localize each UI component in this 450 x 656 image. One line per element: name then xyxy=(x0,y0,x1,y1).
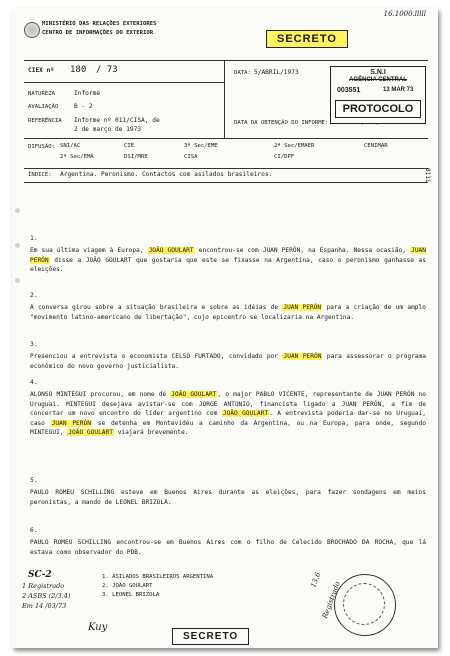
top-right-note: 16.1000.lllll xyxy=(383,10,426,18)
data-label: DATA: xyxy=(234,70,251,76)
paragraph-segment: para a criação de um amplo "movimento latino-americano de libertação", cujo epicentro se localizaria na Argentina. xyxy=(30,304,426,321)
difusao-row1-col3: 3ª Sec/EME xyxy=(184,143,218,149)
paragraph-number: 1. xyxy=(30,234,38,242)
classification-stamp-top: SECRETO xyxy=(266,30,348,48)
handwritten-code: SC-2 xyxy=(28,570,52,580)
paragraph-segment: A conversa girou sobre a situação brasileira e sobre as idéias de xyxy=(30,304,283,311)
paragraph-text xyxy=(30,303,426,322)
ciex-number: 180 xyxy=(70,65,87,75)
highlighted-name: JOÃO GOULART xyxy=(148,247,194,254)
paragraph-segment: disse a JOÃO GOULART que gostaria que este se fixasse na Argentina, caso o peronismo ganhasse as eleições. xyxy=(30,256,426,274)
index-list-item-3: 3. LEONEL BRIZOLA xyxy=(102,592,160,598)
highlighted-name: JUAN PERÓN xyxy=(30,247,427,264)
ciex-year: / 73 xyxy=(96,65,118,75)
difusao-row1-col1: SNI/AC xyxy=(60,143,81,149)
referencia-label: REFERÊNCIA xyxy=(28,118,62,124)
handwritten-initials: Kuy xyxy=(88,622,108,633)
referencia-line2: 2 de março de 1973 xyxy=(74,126,142,133)
indice-label: ÍNDICE: xyxy=(28,172,52,178)
protocol-stamp-line2: AGÊNCIA CENTRAL xyxy=(349,77,407,83)
handwritten-line1: 1 Registrado xyxy=(22,582,65,590)
indice-value: Argentina. Peronismo. Contactos com asilados brasileiros. xyxy=(60,171,273,178)
highlighted-name: JUAN PERÓN xyxy=(283,304,322,311)
paragraph-segment: encontrou-se com JUAN PERÓN, na Espanha. Nessa ocasião, xyxy=(194,247,411,254)
paragraph-text xyxy=(30,390,426,438)
handwritten-line3: Em 14 /03/73 xyxy=(22,602,67,610)
paragraph-segment: PAULO ROMEU SCHILLING esteve em Buenos Aires durante as eleições, para fazer sondagens em meios peronistas, a mando de LEONEL BRIZOLA. xyxy=(30,489,426,506)
ciex-label: CIEX nº xyxy=(28,67,55,74)
paragraph-segment: viajará brevemente. xyxy=(113,429,189,437)
difusao-row2-col1: 2ª Sec/EMA xyxy=(60,154,94,160)
handwritten-right-note2: Registrado xyxy=(320,580,342,620)
paragraph-number: 6. xyxy=(30,526,38,534)
difusao-row1-col5: CENIMAR xyxy=(364,143,388,149)
protocol-stamp-number: 003551 xyxy=(337,87,361,94)
highlighted-name: JOÃO GOULART xyxy=(68,429,113,437)
natureza-label: NATUREZA xyxy=(28,91,55,97)
highlighted-name: JOÃO GOULART xyxy=(222,410,269,418)
handwritten-right-note1: 13.6 xyxy=(309,571,323,589)
obtencao-label: DATA DA OBTENÇÃO DO INFORME: xyxy=(234,120,329,126)
paragraph-number: 2. xyxy=(30,291,38,299)
index-list-item-2: 2. JOÃO GOULART xyxy=(102,583,153,589)
paragraph-number: 3. xyxy=(30,340,38,348)
ministry-name: MINISTÉRIO DAS RELAÇÕES EXTERIORES xyxy=(42,21,157,27)
coat-of-arms-emblem xyxy=(24,22,40,38)
paragraph-segment: se detenha em Montevidéu a caminho da Argentina, ou na Europa, para onde, segundo MINTEGUI, xyxy=(30,419,426,437)
data-value: 5/ABRIL/1973 xyxy=(254,69,299,76)
natureza-value: Informe xyxy=(74,90,101,97)
paragraph-segment: , o major PABLO VICENTE, representante de JUAN PERÓN no Uruguai. MINTEGUI desejava avistar-se com JORGE ANTONIO, financista ligado a JUAN PERÓN, a fim de concertar um novo encontro do líder argentino com xyxy=(30,391,426,418)
index-list-item-1: 1. ASILADOS BRASILEIROS ARGENTINA xyxy=(102,574,214,580)
paragraph-number: 5. xyxy=(30,476,38,484)
protocol-stamp-date: 13 MAR 73 xyxy=(383,87,414,93)
difusao-row2-col2: DSI/MRE xyxy=(124,154,148,160)
paragraph-number: 4. xyxy=(30,378,38,386)
referencia-line1: Informe nº 011/CISA, de xyxy=(74,117,160,124)
handwritten-line2: 2 ASBS (2/3.4) xyxy=(22,592,71,600)
paragraph-segment: Presenciou a entrevista o economista CELSO FURTADO, convidado por xyxy=(30,353,283,360)
paragraph-text xyxy=(30,352,426,371)
paragraph-segment: ALONSO MINTEGUI procurou, em nome de xyxy=(30,391,171,398)
round-seal-stamp xyxy=(334,574,396,636)
center-name: CENTRO DE INFORMAÇÕES DO EXTERIOR xyxy=(42,30,154,36)
paragraph-segment: Em sua última viagem à Europa, xyxy=(30,247,148,254)
paragraph-text xyxy=(30,246,426,275)
difusao-row1-col2: CIE xyxy=(124,143,135,149)
difusao-row2-col4: CI/DPF xyxy=(274,154,295,160)
avaliacao-value: B - 2 xyxy=(74,103,93,110)
paragraph-segment: . A entrevista poderia dar-se no Uruguai, caso xyxy=(30,410,427,427)
protocol-stamp-line1: S.N.I xyxy=(370,69,386,76)
paragraph-segment: para assessorar o programa econômico do novo governo justicialista. xyxy=(30,353,426,370)
highlighted-name: JUAN PERÓN xyxy=(51,419,91,427)
difusao-row2-col3: CISA xyxy=(184,154,198,160)
difusao-label: DIFUSÃO: xyxy=(28,144,55,150)
side-document-number: 0111 xyxy=(424,168,431,183)
punch-holes xyxy=(15,208,20,313)
paragraph-segment: PAULO ROMEU SCHILLING encontrou-se em Buenos Aires com o filho de Celecido BROCHADO DA ROCHA, que lá estava como observador do PDB. xyxy=(30,539,426,556)
highlighted-name: JUAN PERÓN xyxy=(283,353,322,360)
paragraph-text xyxy=(30,538,426,557)
protocol-stamp-label: PROTOCOLO xyxy=(335,100,421,118)
classification-stamp-bottom: SECRETO xyxy=(172,628,249,645)
document-page xyxy=(12,8,438,648)
paragraph-text xyxy=(30,488,426,507)
avaliacao-label: AVALIAÇÃO xyxy=(28,104,59,110)
highlighted-name: JOÃO GOULART xyxy=(171,391,217,398)
protocol-stamp xyxy=(330,66,426,124)
difusao-row1-col4: 2ª Sec/EMAER xyxy=(274,143,315,149)
